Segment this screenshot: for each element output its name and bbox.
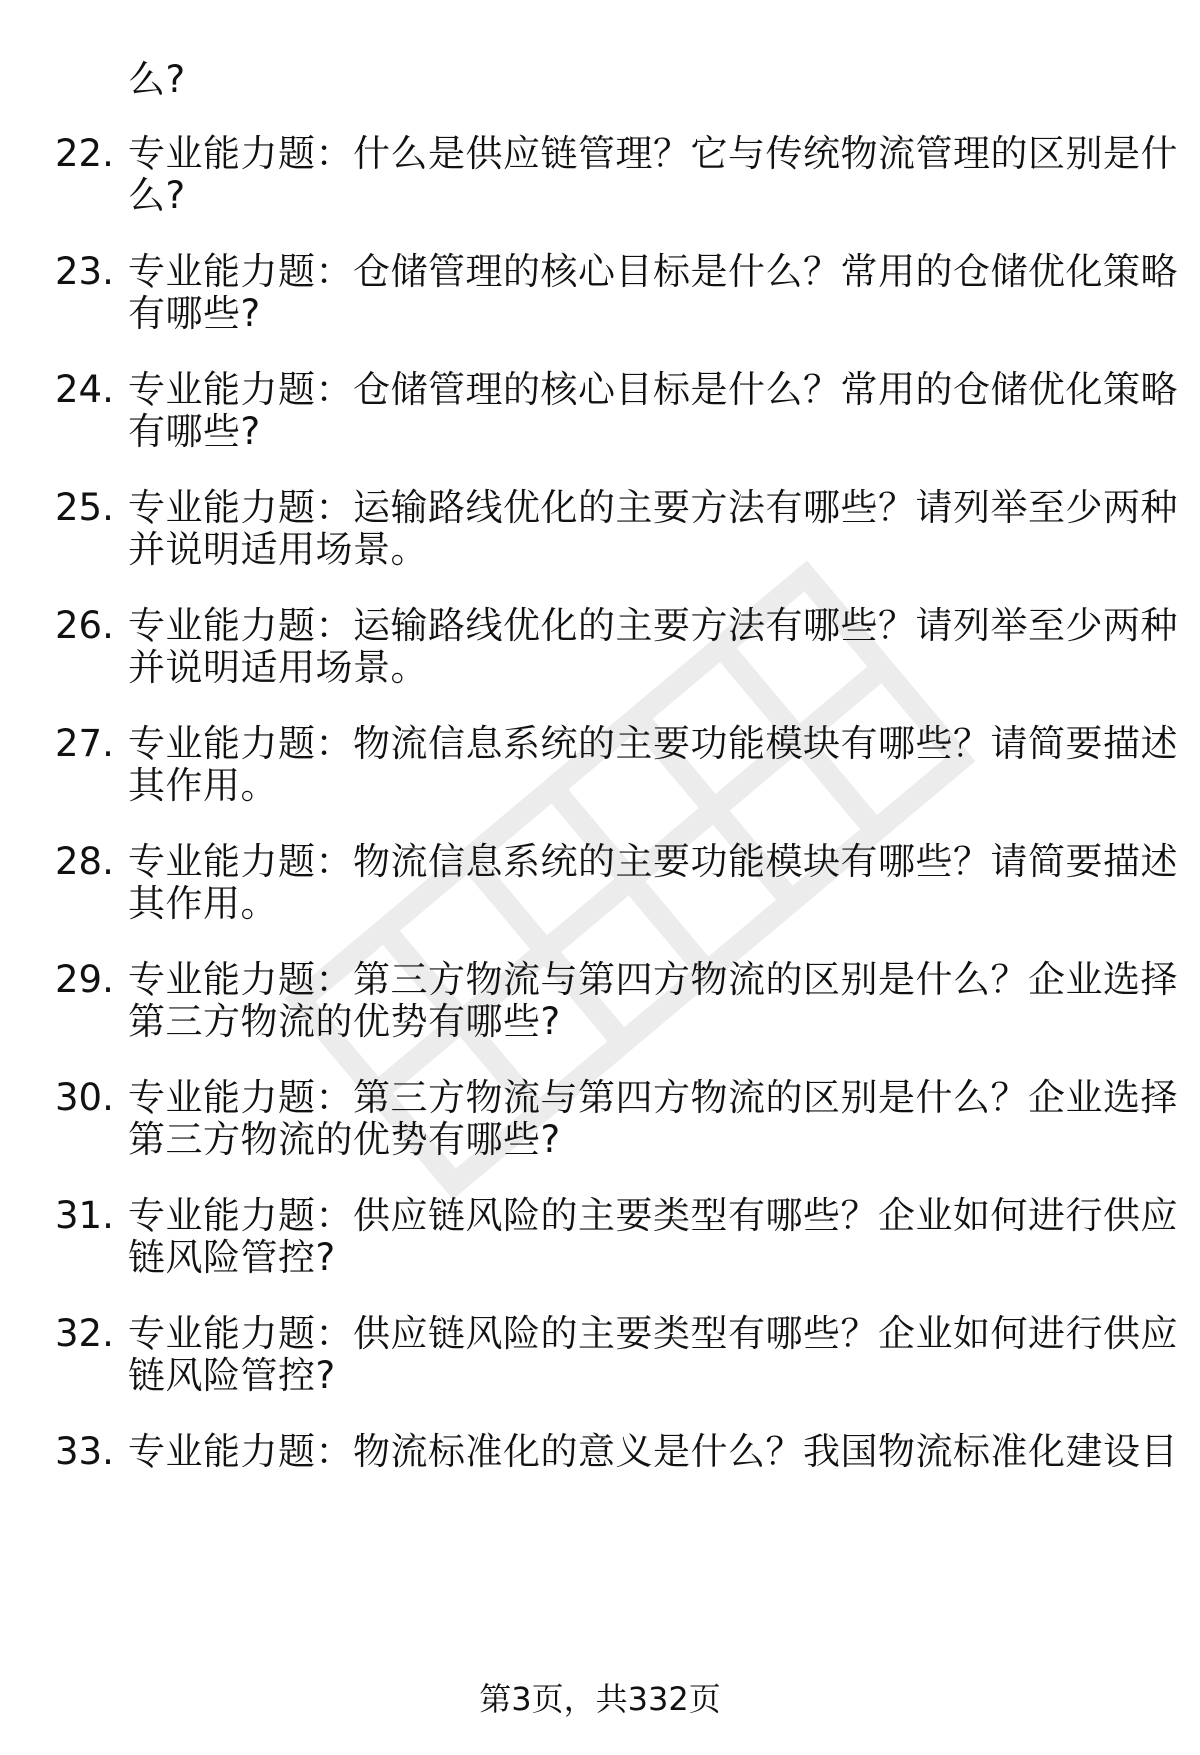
item-text-line1: 专业能力题：第三方物流与第四方物流的区别是什么？企业选择 [128,1076,1178,1119]
item-text-line1: 专业能力题：供应链风险的主要类型有哪些？企业如何进行供应 [128,1312,1178,1355]
item-number: 32. [55,1312,114,1355]
item-number: 23. [55,250,114,293]
item-number: 24. [55,368,114,411]
item-number: 27. [55,722,114,765]
item-number: 31. [55,1194,114,1237]
item-text-line2: 链风险管控? [128,1236,336,1279]
item-text-line2: 第三方物流的优势有哪些? [128,1000,561,1043]
item-text-line2: 其作用。 [128,764,278,807]
item-text-line2: 其作用。 [128,882,278,925]
item-text-line1: 专业能力题：供应链风险的主要类型有哪些？企业如何进行供应 [128,1194,1178,1237]
item-number: 26. [55,604,114,647]
item-text-line1: 专业能力题：仓储管理的核心目标是什么？常用的仓储优化策略 [128,368,1178,411]
item-number: 25. [55,486,114,529]
item-number: 28. [55,840,114,883]
item-text-line2: 并说明适用场景。 [128,528,428,571]
item-text-line1: 专业能力题：仓储管理的核心目标是什么？常用的仓储优化策略 [128,250,1178,293]
item-number: 30. [55,1076,114,1119]
item-number: 29. [55,958,114,1001]
lead-continuation-line: 么? [128,58,186,101]
item-text-line1: 专业能力题：物流信息系统的主要功能模块有哪些？请简要描述 [128,722,1178,765]
item-text-line1: 专业能力题：第三方物流与第四方物流的区别是什么？企业选择 [128,958,1178,1001]
item-text-line1: 专业能力题：物流标准化的意义是什么？我国物流标准化建设目 [128,1430,1178,1473]
item-text-line2: 并说明适用场景。 [128,646,428,689]
item-number: 22. [55,132,114,175]
item-number: 33. [55,1430,114,1473]
item-text-line2: 有哪些? [128,410,261,453]
item-text-line1: 专业能力题：什么是供应链管理？它与传统物流管理的区别是什 [128,132,1178,175]
page-footer: 第3页，共332页 [479,1680,721,1718]
item-text-line2: 有哪些? [128,292,261,335]
item-text-line2: 么? [128,174,186,217]
item-text-line1: 专业能力题：运输路线优化的主要方法有哪些？请列举至少两种 [128,486,1178,529]
item-text-line1: 专业能力题：物流信息系统的主要功能模块有哪些？请简要描述 [128,840,1178,883]
item-text-line1: 专业能力题：运输路线优化的主要方法有哪些？请列举至少两种 [128,604,1178,647]
item-text-line2: 链风险管控? [128,1354,336,1397]
item-text-line2: 第三方物流的优势有哪些? [128,1118,561,1161]
